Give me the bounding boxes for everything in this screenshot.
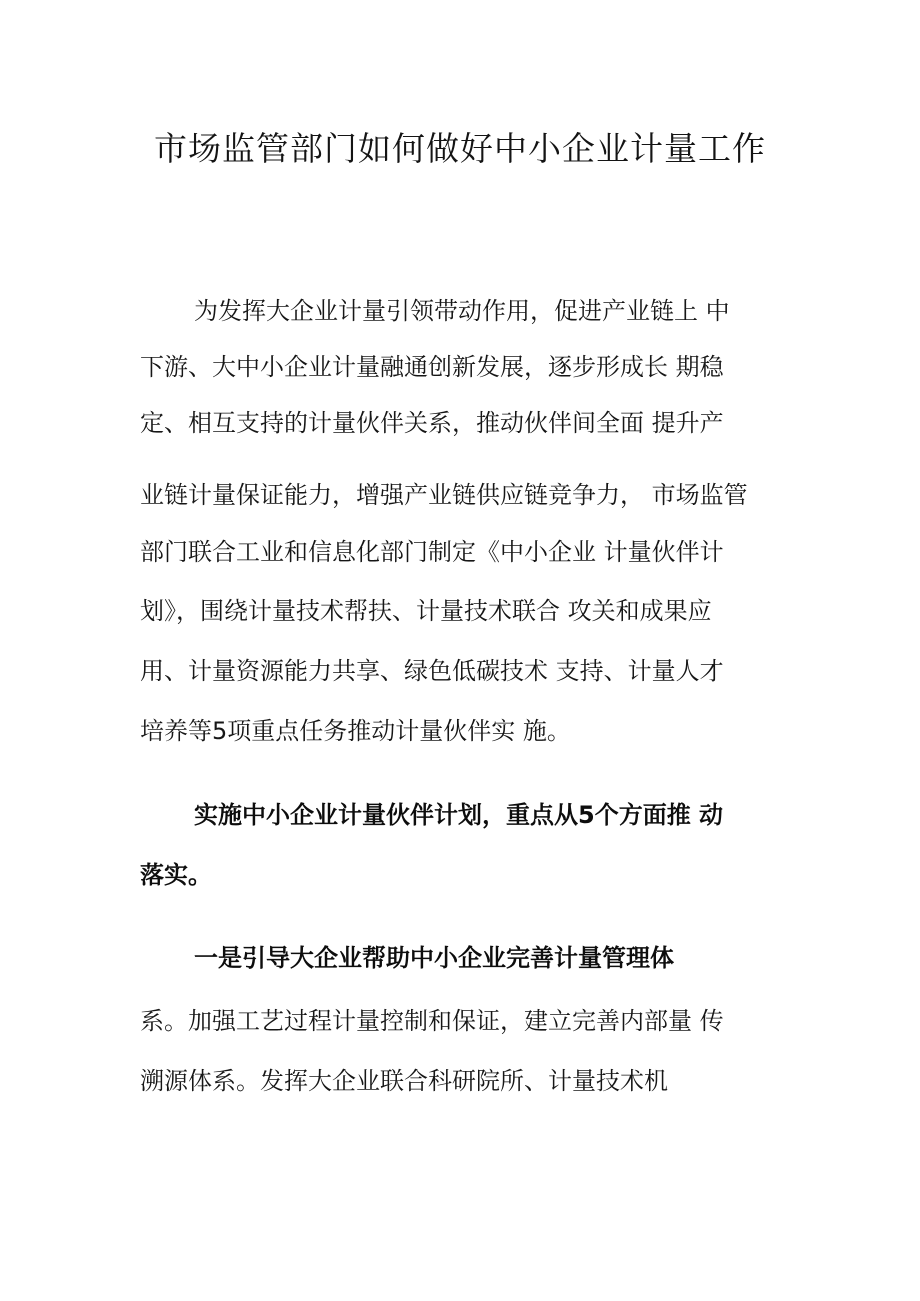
paragraph-3-line-1: 系。加强工艺过程计量控制和保证，建立完善内部量 传 xyxy=(140,1007,724,1035)
paragraph-2-line-2: 落实。 xyxy=(140,861,212,889)
paragraph-3-heading: 一是引导大企业帮助中小企业完善计量管理体 xyxy=(194,944,674,972)
paragraph-2-line-1: 实施中小企业计量伙伴计划，重点从5个方面推 动 xyxy=(194,801,724,829)
paragraph-1-line-7: 用、计量资源能力共享、绿色低碳技术 支持、计量人才 xyxy=(140,657,724,685)
paragraph-1-line-2: 下游、大中小企业计量融通创新发展，逐步形成长 期稳 xyxy=(140,353,724,381)
paragraph-1-line-3: 定、相互支持的计量伙伴关系，推动伙伴间全面 提升产 xyxy=(140,409,724,437)
document-title: 市场监管部门如何做好中小企业计量工作 xyxy=(154,129,766,168)
paragraph-1-line-1: 为发挥大企业计量引领带动作用，促进产业链上 中 xyxy=(194,297,730,325)
paragraph-1-line-5: 部门联合工业和信息化部门制定《中小企业 计量伙伴计 xyxy=(140,538,724,566)
paragraph-1-line-6: 划》，围绕计量技术帮扶、计量技术联合 攻关和成果应 xyxy=(140,597,712,625)
paragraph-3-line-2: 溯源体系。发挥大企业联合科研院所、计量技术机 xyxy=(140,1067,668,1095)
paragraph-1-line-4: 业链计量保证能力，增强产业链供应链竞争力， 市场监管 xyxy=(140,481,748,509)
paragraph-1-line-8: 培养等5项重点任务推动计量伙伴实 施。 xyxy=(140,717,571,745)
